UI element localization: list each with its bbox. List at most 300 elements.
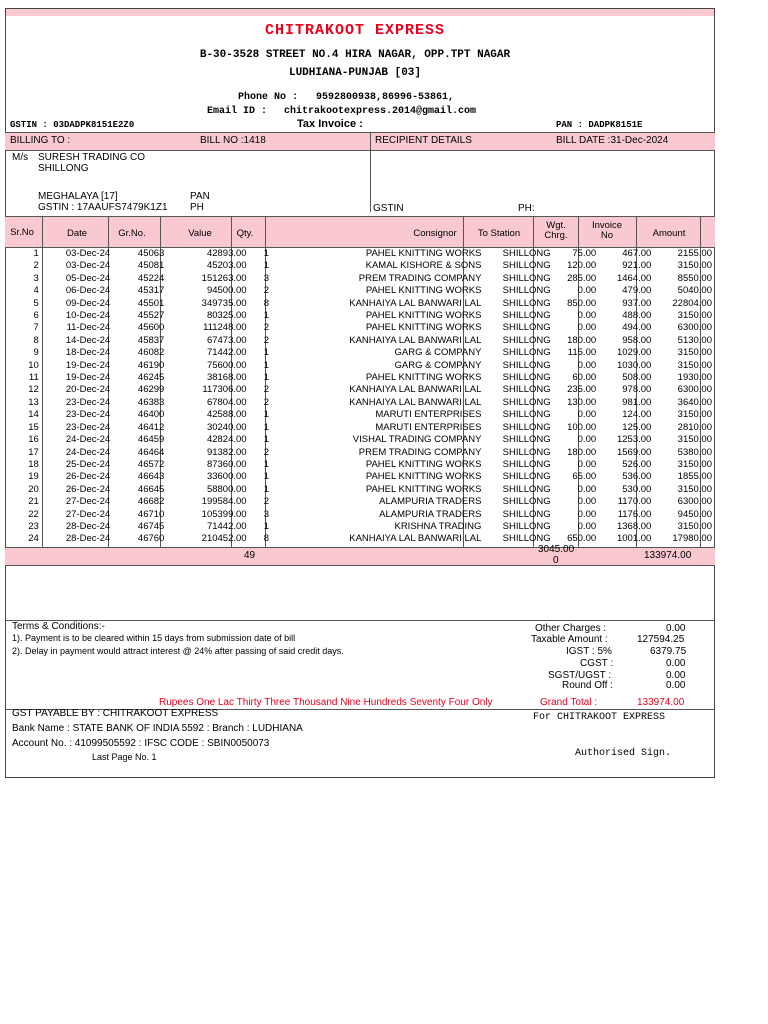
cell-gr-no: 45600 [137,322,165,334]
cell-wgt-chrg: 180.00 [567,334,597,346]
col-station: To Station [477,228,521,239]
cell-consignor: PAHEL KNITTING WORKS [365,483,482,495]
bank-details: Bank Name : STATE BANK OF INDIA 5592 : Branch : LUDHIANA [12,723,303,734]
cell-gr-no: 46645 [137,483,165,495]
cell-sr-no: 17 [28,446,39,458]
cell-date: 06-Dec-24 [65,285,111,297]
table-row [5,484,715,496]
customer-name: SURESH TRADING CO [38,152,146,163]
cell-gr-no: 46572 [137,458,165,470]
cell-sr-no: 18 [28,458,39,470]
taxable-amount-label: Taxable Amount : [531,634,608,645]
table-row [5,273,715,285]
terms-line2: 2). Delay in payment would attract interest @ 24% after passing of said credit days. [12,646,344,656]
cell-sr-no: 21 [28,496,39,508]
cell-value: 30240.00 [206,421,247,433]
cell-amount: 6300.00 [677,496,712,508]
cell-gr-no: 46082 [137,347,165,359]
cell-value: 210452.00 [201,533,247,545]
table-row [5,521,715,533]
cell-date: 19-Dec-24 [65,372,111,384]
cell-sr-no: 10 [28,359,39,371]
cell-invoice-no: 921.00 [622,260,652,272]
col-date: Date [66,228,88,239]
cell-amount: 3150.00 [677,520,712,532]
cell-amount: 3150.00 [677,260,712,272]
cell-date: 19-Dec-24 [65,359,111,371]
cell-amount: 3150.00 [677,458,712,470]
cell-qty: 1 [263,260,269,272]
cell-to-station: SHILLONG [502,297,551,309]
cell-qty: 1 [263,248,269,259]
cell-wgt-chrg: 100.00 [567,421,597,433]
taxable-amount-value: 127594.25 [637,634,685,645]
terms-heading: Terms & Conditions:- [12,621,105,632]
cell-date: 27-Dec-24 [65,508,111,520]
company-address-line1: B-30-3528 STREET NO.4 HIRA NAGAR, OPP.TPT NAGAR [199,49,511,61]
cell-invoice-no: 1253.00 [616,434,652,446]
cell-value: 38168.00 [206,372,247,384]
cell-date: 14-Dec-24 [65,334,111,346]
billing-divider [370,132,371,212]
cell-to-station: SHILLONG [502,310,551,322]
cell-gr-no: 45317 [137,285,165,297]
cell-value: 42824.00 [206,434,247,446]
cell-value: 151263.00 [201,272,247,284]
cell-sr-no: 7 [33,322,39,334]
cell-amount: 3150.00 [677,359,712,371]
table-row [5,322,715,334]
cell-invoice-no: 1368.00 [616,520,652,532]
cell-gr-no: 46383 [137,396,165,408]
cell-gr-no: 45837 [137,334,165,346]
cell-to-station: SHILLONG [502,272,551,284]
for-company: For CHITRAKOOT EXPRESS [533,712,666,723]
total-qty: 49 [244,550,256,561]
bill-date: BILL DATE :31-Dec-2024 [556,135,669,146]
cell-invoice-no: 1030.00 [616,359,652,371]
cell-invoice-no: 978.00 [622,384,652,396]
cell-value: 94500.00 [206,285,247,297]
cell-gr-no: 46760 [137,533,165,545]
cell-consignor: KANHAIYA LAL BANWARI LAL [349,334,482,346]
cell-sr-no: 13 [28,396,39,408]
cell-wgt-chrg: 0.00 [577,458,597,470]
cell-value: 45203.00 [206,260,247,272]
cell-consignor: KANHAIYA LAL BANWARI LAL [349,384,482,396]
cell-sr-no: 2 [33,260,39,272]
cell-sr-no: 6 [33,310,39,322]
table-row [5,459,715,471]
customer-ph-label: PH [190,202,204,213]
items-table [5,248,715,546]
cell-wgt-chrg: 0.00 [577,508,597,520]
cell-amount: 5040.00 [677,285,712,297]
col-invoice-line1: Invoice [591,220,623,231]
table-row [5,260,715,272]
company-pan: PAN : DADPK8151E [556,120,643,130]
cell-qty: 1 [263,359,269,371]
cell-sr-no: 15 [28,421,39,433]
cell-qty: 1 [263,409,269,421]
cell-consignor: VISHAL TRADING COMPANY [352,434,482,446]
cell-to-station: SHILLONG [502,421,551,433]
cell-wgt-chrg: 0.00 [577,310,597,322]
igst-label: IGST : 5% [566,646,612,657]
cell-qty: 2 [263,384,269,396]
round-off-value: 0.00 [666,680,686,691]
cell-amount: 6300.00 [677,322,712,334]
col-invoice-line2: No [600,230,614,241]
cell-to-station: SHILLONG [502,520,551,532]
cell-value: 80325.00 [206,310,247,322]
cell-gr-no: 45501 [137,297,165,309]
cell-gr-no: 45081 [137,260,165,272]
cell-consignor: PAHEL KNITTING WORKS [365,248,482,259]
cell-qty: 1 [263,310,269,322]
ms-label: M/s [12,152,29,163]
cell-to-station: SHILLONG [502,508,551,520]
cell-amount: 3150.00 [677,434,712,446]
cell-wgt-chrg: 850.00 [567,297,597,309]
cell-value: 71442.00 [206,347,247,359]
table-row [5,347,715,359]
company-name: CHITRAKOOT EXPRESS [264,22,446,39]
customer-state: MEGHALAYA [17] [38,191,118,202]
cell-sr-no: 3 [33,272,39,284]
cell-invoice-no: 536.00 [622,471,652,483]
col-wgt-line2: Chrg. [544,230,568,241]
cell-to-station: SHILLONG [502,322,551,334]
cell-amount: 3150.00 [677,409,712,421]
cell-wgt-chrg: 0.00 [577,409,597,421]
cell-consignor: GARG & COMPANY [394,359,482,371]
cell-amount: 1930.00 [677,372,712,384]
cell-consignor: ALAMPURIA TRADERS [379,508,482,520]
cell-sr-no: 24 [28,533,39,545]
cell-consignor: KRISHNA TRADING [394,520,482,532]
cell-sr-no: 11 [28,372,39,384]
company-address-line2: LUDHIANA-PUNJAB [03] [288,67,422,79]
cell-consignor: PAHEL KNITTING WORKS [365,285,482,297]
gst-payable-by: GST PAYABLE BY : CHITRAKOOT EXPRESS [12,708,219,719]
table-row [5,285,715,297]
cell-to-station: SHILLONG [502,409,551,421]
cell-gr-no: 46459 [137,434,165,446]
email-address: chitrakootexpress.2014@gmail.com [284,106,477,117]
cell-value: 105399.00 [201,508,247,520]
totals-band [5,547,715,566]
cell-invoice-no: 1170.00 [617,496,652,508]
cell-value: 67804.00 [206,396,247,408]
cell-wgt-chrg: 650.00 [567,533,597,545]
cell-consignor: MARUTI ENTERPRISES [375,421,482,433]
cell-consignor: PAHEL KNITTING WORKS [365,458,482,470]
cell-wgt-chrg: 0.00 [577,285,597,297]
cell-value: 349735.00 [201,297,247,309]
cell-date: 09-Dec-24 [65,297,111,309]
cell-sr-no: 9 [33,347,39,359]
cell-date: 23-Dec-24 [65,396,111,408]
cell-consignor: PREM TRADING COMPANY [358,272,482,284]
cell-amount: 2155.00 [677,248,712,259]
sgst-label: SGST/UGST : [548,670,612,681]
cell-amount: 8550.00 [677,272,712,284]
recipient-ph-label: PH: [518,203,535,214]
cell-amount: 22804.00 [672,297,712,309]
cell-to-station: SHILLONG [502,347,551,359]
cell-consignor: MARUTI ENTERPRISES [375,409,482,421]
cell-qty: 8 [263,533,269,545]
cell-to-station: SHILLONG [502,458,551,470]
cell-gr-no: 45224 [137,272,165,284]
cell-invoice-no: 494.00 [622,322,652,334]
cell-invoice-no: 1001.00 [616,533,652,545]
cell-consignor: PAHEL KNITTING WORKS [365,310,482,322]
cell-date: 03-Dec-24 [65,260,111,272]
col-gr: Gr.No. [118,228,146,239]
cell-invoice-no: 958.00 [622,334,652,346]
cell-invoice-no: 508.00 [622,372,652,384]
cell-consignor: KANHAIYA LAL BANWARI LAL [349,533,482,545]
cell-to-station: SHILLONG [502,372,551,384]
cell-to-station: SHILLONG [502,483,551,495]
cell-date: 11-Dec-24 [66,322,111,334]
cell-date: 10-Dec-24 [65,310,111,322]
table-row [5,335,715,347]
cell-invoice-no: 1176.00 [617,508,652,520]
cell-date: 26-Dec-24 [65,483,111,495]
cell-gr-no: 46682 [137,496,165,508]
bill-number: BILL NO :1418 [200,135,266,146]
total-wgt-line1: 3045.00 [538,544,575,555]
cell-amount: 2810.00 [677,421,712,433]
cell-qty: 3 [263,508,269,520]
total-amount: 133974.00 [644,550,692,561]
col-qty: Qty. [236,228,254,239]
cgst-label: CGST : [580,658,614,669]
cell-gr-no: 45063 [137,248,165,259]
cell-invoice-no: 937.00 [622,297,652,309]
col-wgt-line1: Wgt. [546,220,566,231]
cell-to-station: SHILLONG [502,446,551,458]
cell-consignor: ALAMPURIA TRADERS [379,496,482,508]
table-row [5,509,715,521]
cell-date: 28-Dec-24 [65,520,111,532]
cell-wgt-chrg: 180.00 [567,446,597,458]
cell-gr-no: 46745 [137,520,165,532]
cell-date: 03-Dec-24 [65,248,111,259]
cell-value: 75600.00 [206,359,247,371]
cell-consignor: PAHEL KNITTING WORKS [365,322,482,334]
col-consignor: Consignor [413,228,457,239]
cell-value: 67473.00 [206,334,247,346]
cell-wgt-chrg: 75.00 [572,248,597,259]
cell-consignor: PAHEL KNITTING WORKS [365,471,482,483]
cell-value: 117306.00 [202,384,247,396]
table-row [5,360,715,372]
cell-sr-no: 12 [28,384,39,396]
table-row [5,372,715,384]
cell-qty: 2 [263,322,269,334]
cell-consignor: KANHAIYA LAL BANWARI LAL [349,297,482,309]
cell-invoice-no: 1464.00 [616,272,652,284]
cell-qty: 1 [263,372,269,384]
authorised-signature: Authorised Sign. [575,748,672,759]
cell-date: 23-Dec-24 [65,409,111,421]
cell-gr-no: 46400 [137,409,165,421]
cell-qty: 2 [263,446,269,458]
other-charges-label: Other Charges : [535,623,607,634]
cell-amount: 1855.00 [677,471,712,483]
cell-wgt-chrg: 0.00 [577,434,597,446]
cell-qty: 1 [263,421,269,433]
cell-value: 91382.00 [206,446,247,458]
last-page-number: Last Page No. 1 [92,752,157,762]
col-amount: Amount [652,228,686,239]
cell-gr-no: 46190 [137,359,165,371]
cell-gr-no: 46710 [137,508,165,520]
cell-qty: 1 [263,347,269,359]
cell-invoice-no: 479.00 [622,285,652,297]
cell-to-station: SHILLONG [502,285,551,297]
cell-invoice-no: 1569.00 [616,446,652,458]
cell-sr-no: 20 [28,483,39,495]
cell-amount: 5380.00 [677,446,712,458]
phone-number: 9592800938,86996-53861, [316,92,455,103]
table-row [5,298,715,310]
cell-wgt-chrg: 0.00 [577,359,597,371]
cell-gr-no: 45527 [137,310,165,322]
cell-value: 199584.00 [201,496,247,508]
cell-qty: 2 [263,285,269,297]
cell-qty: 1 [263,520,269,532]
table-row [5,397,715,409]
cell-date: 18-Dec-24 [65,347,111,359]
cell-date: 26-Dec-24 [65,471,111,483]
cell-consignor: PAHEL KNITTING WORKS [365,372,482,384]
cell-gr-no: 46464 [137,446,165,458]
cell-to-station: SHILLONG [502,533,551,545]
table-row [5,471,715,483]
cell-amount: 17980.00 [672,533,712,545]
cell-consignor: KAMAL KISHORE & SONS [365,260,482,272]
cell-sr-no: 5 [33,297,39,309]
cell-qty: 8 [263,297,269,309]
cell-to-station: SHILLONG [502,359,551,371]
cell-date: 27-Dec-24 [65,496,111,508]
col-value: Value [188,228,212,239]
cell-wgt-chrg: 0.00 [577,322,597,334]
table-row [5,496,715,508]
customer-pan-label: PAN [190,191,210,202]
cell-consignor: KANHAIYA LAL BANWARI LAL [349,396,482,408]
cell-date: 20-Dec-24 [65,384,111,396]
email-label: Email ID : [207,106,268,117]
cell-qty: 2 [263,334,269,346]
cell-value: 42893.00 [206,248,247,259]
table-row [5,533,715,545]
cell-sr-no: 22 [28,508,39,520]
cell-wgt-chrg: 0.00 [577,496,597,508]
total-wgt-line2: 0 [553,555,559,566]
cell-wgt-chrg: 65.00 [572,471,597,483]
cell-sr-no: 16 [28,434,39,446]
company-gstin: GSTIN : 03DADPK8151E2Z0 [10,120,135,130]
terms-line1: 1). Payment is to be cleared within 15 days from submission date of bill [12,633,296,643]
cell-consignor: GARG & COMPANY [394,347,482,359]
cell-qty: 1 [263,483,269,495]
cell-qty: 2 [263,496,269,508]
cell-sr-no: 19 [28,471,39,483]
col-sr: Sr.No [10,227,34,238]
customer-city: SHILLONG [38,163,89,174]
cell-to-station: SHILLONG [502,334,551,346]
cell-amount: 3150.00 [677,483,712,495]
cell-wgt-chrg: 0.00 [577,483,597,495]
cell-to-station: SHILLONG [502,496,551,508]
recipient-gstin-label: GSTIN [373,203,404,214]
cell-amount: 9450.00 [677,508,712,520]
cell-qty: 1 [263,471,269,483]
table-row [5,384,715,396]
cell-sr-no: 4 [33,285,39,297]
cell-date: 24-Dec-24 [65,434,111,446]
cell-gr-no: 46412 [137,421,165,433]
cell-wgt-chrg: 60.00 [572,372,597,384]
cell-qty: 1 [263,458,269,470]
cell-amount: 5130.00 [677,334,712,346]
amount-in-words: Rupees One Lac Thirty Three Thousand Nine Hundreds Seventy Four Only [159,697,493,708]
cell-value: 71442.00 [206,520,247,532]
cell-invoice-no: 1029.00 [616,347,652,359]
account-details: Account No. : 41099505592 : IFSC CODE : SBIN0050073 [12,738,270,749]
customer-gstin: GSTIN : 17AAUFS7479K1Z1 [38,202,168,213]
cell-consignor: PREM TRADING COMPANY [358,446,482,458]
cell-wgt-chrg: 130.00 [567,396,597,408]
cell-invoice-no: 125.00 [622,421,652,433]
sgst-value: 0.00 [666,670,686,681]
cell-to-station: SHILLONG [502,434,551,446]
cell-invoice-no: 981.00 [622,396,652,408]
cell-date: 24-Dec-24 [65,446,111,458]
cell-gr-no: 46643 [137,471,165,483]
cell-wgt-chrg: 120.00 [567,260,597,272]
table-row [5,422,715,434]
table-row [5,447,715,459]
cell-value: 111248.00 [203,322,247,334]
cell-sr-no: 1 [33,248,39,259]
table-row [5,248,715,260]
cell-to-station: SHILLONG [502,396,551,408]
table-row [5,409,715,421]
cell-qty: 2 [263,396,269,408]
grand-total-value: 133974.00 [637,697,685,708]
cell-value: 87360.00 [206,458,247,470]
cell-to-station: SHILLONG [502,384,551,396]
cell-to-station: SHILLONG [502,260,551,272]
cell-qty: 1 [263,434,269,446]
billing-to-label: BILLING TO : [10,135,71,146]
cell-wgt-chrg: 115.00 [567,347,597,359]
cell-qty: 3 [263,272,269,284]
cell-amount: 6300.00 [677,384,712,396]
cell-invoice-no: 526.00 [622,458,652,470]
cell-gr-no: 46299 [137,384,165,396]
cell-wgt-chrg: 235.00 [567,384,597,396]
cell-amount: 3150.00 [677,347,712,359]
table-row [5,310,715,322]
